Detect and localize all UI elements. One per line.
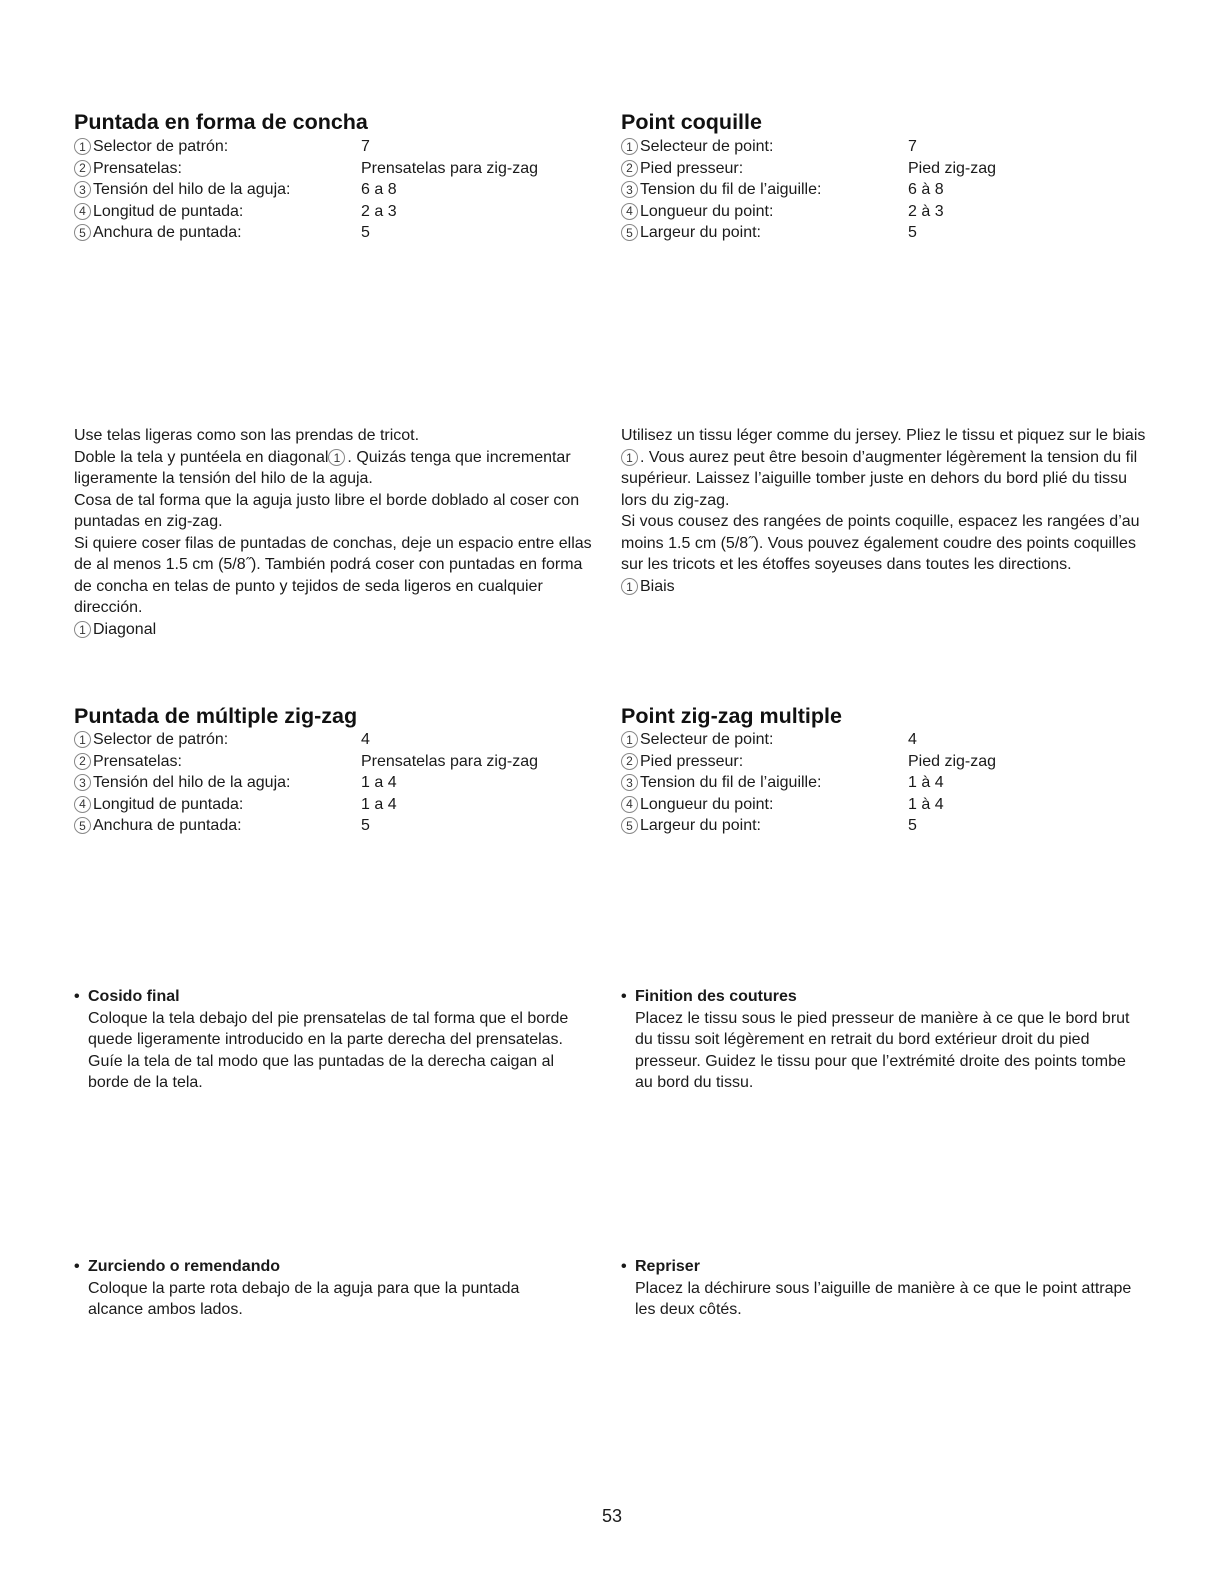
- setting-label: Longitud de puntada:: [93, 202, 244, 220]
- section-title-shell-fr: Point coquille: [621, 110, 762, 134]
- setting-label: Longueur du point:: [640, 795, 774, 813]
- setting-row: [74, 179, 538, 201]
- circled-number: 5: [74, 224, 91, 241]
- body-text-shell-fr: [621, 425, 1149, 597]
- circled-number: 1: [621, 578, 638, 595]
- circled-number: 2: [621, 160, 638, 177]
- circled-number: 3: [74, 774, 91, 791]
- circled-number: 1: [621, 731, 638, 748]
- section-title-multi-fr: Point zig-zag multiple: [621, 704, 842, 728]
- circled-number: 2: [74, 753, 91, 770]
- circled-number: 1: [74, 621, 91, 638]
- bullet-repriser: [621, 1256, 1136, 1321]
- circled-number: 4: [621, 203, 638, 220]
- settings-list-multi-fr: [621, 729, 996, 837]
- bullet-cosido-final: [74, 986, 574, 1094]
- bullet-title: Finition des coutures: [635, 988, 797, 1005]
- paragraph: Cosa de tal forma que la aguja justo libre el borde doblado al coser con puntadas en zig-zag.: [74, 491, 580, 530]
- setting-row: [621, 751, 996, 773]
- setting-value: 1 à 4: [908, 774, 944, 791]
- bullet-text: Placez la déchirure sous l’aiguille de manière à ce que le point attrape les deux côtés.: [635, 1279, 1132, 1318]
- setting-label: Prensatelas:: [93, 159, 182, 177]
- setting-row: [621, 136, 996, 158]
- circled-number: 3: [621, 774, 638, 791]
- setting-label: Selecteur de point:: [640, 731, 774, 748]
- circled-number: 5: [621, 224, 638, 241]
- bullet-text: Coloque la parte rota debajo de la aguja para que la puntada alcance ambos lados.: [88, 1279, 520, 1318]
- setting-row: [74, 751, 538, 773]
- circled-number: 3: [621, 181, 638, 198]
- setting-value: 6 à 8: [908, 181, 944, 198]
- setting-row: [621, 201, 996, 223]
- section-title-multi-es: Puntada de múltiple zig-zag: [74, 704, 358, 728]
- setting-row: [621, 772, 996, 794]
- paragraph: Si quiere coser filas de puntadas de conchas, deje un espacio entre ellas de al menos 1.5 cm (5/8˝). También podrá coser con puntadas en forma de concha en telas de punto y tejidos de seda ligeros en cualquier dirección.: [74, 534, 592, 616]
- setting-value: Prensatelas para zig-zag: [361, 159, 538, 177]
- setting-row: [74, 222, 538, 244]
- setting-row: [621, 729, 996, 751]
- setting-label: Tensión del hilo de la aguja:: [93, 181, 291, 198]
- setting-value: 2 a 3: [361, 202, 397, 220]
- body-text-shell-es: [74, 425, 599, 640]
- paragraph: Utilisez un tissu léger comme du jersey. Pliez le tissu et piquez sur le biais 1 . Vous aurez peut être besoin d’augmenter légèrement la tension du fil supérieur. Laissez l’aiguille tomber juste en dehors du bord plié du tissu lors du zig-zag.: [621, 427, 1146, 509]
- setting-row: [621, 179, 996, 201]
- setting-row: [621, 158, 996, 180]
- setting-label: Tensión del hilo de la aguja:: [93, 774, 291, 791]
- setting-label: Anchura de puntada:: [93, 224, 242, 241]
- setting-value: Prensatelas para zig-zag: [361, 752, 538, 770]
- circled-number: 4: [621, 796, 638, 813]
- circled-number: 1: [74, 138, 91, 155]
- setting-value: 1 a 4: [361, 774, 397, 791]
- setting-value: Pied zig-zag: [908, 752, 997, 770]
- column-spanish: [74, 0, 614, 1584]
- setting-row: [74, 201, 538, 223]
- circled-number: 4: [74, 203, 91, 220]
- setting-label: Longitud de puntada:: [93, 795, 244, 813]
- setting-label: Prensatelas:: [93, 752, 182, 770]
- bullet-title: Repriser: [635, 1258, 700, 1275]
- setting-value: 4: [908, 731, 917, 748]
- bullet-title: Zurciendo o remendando: [88, 1258, 281, 1275]
- setting-row: [74, 158, 538, 180]
- bullet-title: Cosido final: [88, 988, 180, 1005]
- setting-label: Pied presseur:: [640, 159, 744, 177]
- paragraph: Si vous cousez des rangées de points coquille, espacez les rangées d’au moins 1.5 cm (5/8˝). Vous pouvez également coudre des points coquilles sur les tricots et les étoffes soyeuses dans toutes les directions.: [621, 513, 1140, 573]
- setting-value: 2 à 3: [908, 202, 944, 220]
- settings-list-multi-es: [74, 729, 538, 837]
- setting-value: 5: [361, 817, 370, 834]
- circled-number: 1: [621, 138, 638, 155]
- page-number: 53: [601, 1506, 623, 1526]
- circled-number: 5: [621, 817, 638, 834]
- setting-label: Tension du fil de l’aiguille:: [640, 181, 822, 198]
- setting-label: Anchura de puntada:: [93, 817, 242, 834]
- setting-label: Selecteur de point:: [640, 138, 774, 155]
- circled-number: 4: [74, 796, 91, 813]
- bullet-dot: •: [621, 988, 627, 1005]
- setting-value: 5: [361, 224, 370, 241]
- column-french: [621, 0, 1161, 1584]
- settings-list-shell-es: [74, 136, 538, 244]
- circled-number: 1: [621, 449, 638, 466]
- setting-value: 5: [908, 817, 917, 834]
- setting-row: [74, 729, 538, 751]
- setting-label: Longueur du point:: [640, 202, 774, 220]
- setting-value: 4: [361, 731, 370, 748]
- setting-label: Pied presseur:: [640, 752, 744, 770]
- section-title-shell-es: Puntada en forma de concha: [74, 110, 368, 134]
- setting-row: [621, 222, 996, 244]
- setting-row: [74, 794, 538, 816]
- setting-row: [74, 136, 538, 158]
- legend: 1 Diagonal: [74, 619, 599, 641]
- bullet-finition: [621, 986, 1136, 1094]
- setting-value: 6 a 8: [361, 181, 397, 198]
- circled-number: 5: [74, 817, 91, 834]
- bullet-dot: •: [74, 1258, 80, 1275]
- circled-number: 1: [328, 449, 345, 466]
- setting-value: 1 a 4: [361, 795, 397, 813]
- paragraph: Use telas ligeras como son las prendas de tricot.: [74, 427, 420, 444]
- setting-row: [621, 794, 996, 816]
- bullet-text: Coloque la tela debajo del pie prensatelas de tal forma que el borde quede ligeramente introducido en la parte derecha del prensatelas. Guíe la tela de tal modo que las puntadas de la derecha caigan al borde de la tela.: [88, 1009, 569, 1091]
- setting-row: [621, 815, 996, 837]
- legend: 1 Biais: [621, 576, 1149, 598]
- setting-label: Largeur du point:: [640, 817, 761, 834]
- setting-value: 1 à 4: [908, 795, 944, 813]
- bullet-dot: •: [74, 988, 80, 1005]
- bullet-zurciendo: [74, 1256, 574, 1321]
- setting-value: 7: [361, 138, 370, 155]
- setting-label: Tension du fil de l’aiguille:: [640, 774, 822, 791]
- setting-value: 5: [908, 224, 917, 241]
- bullet-text: Placez le tissu sous le pied presseur de manière à ce que le bord brut du tissu soit légèrement en retrait du bord extérieur droit du pied presseur. Guidez le tissu pour que l’extrémité droite des points tombe au bord du tissu.: [635, 1009, 1130, 1091]
- bullet-dot: •: [621, 1258, 627, 1275]
- circled-number: 3: [74, 181, 91, 198]
- setting-label: Selector de patrón:: [93, 731, 229, 748]
- setting-value: 7: [908, 138, 917, 155]
- setting-label: Largeur du point:: [640, 224, 761, 241]
- circled-number: 1: [74, 731, 91, 748]
- setting-value: Pied zig-zag: [908, 159, 997, 177]
- setting-row: [74, 815, 538, 837]
- setting-row: [74, 772, 538, 794]
- setting-label: Selector de patrón:: [93, 138, 229, 155]
- paragraph: Doble la tela y puntéela en diagonal 1 . Quizás tenga que incrementar ligeramente la tensión del hilo de la aguja.: [74, 448, 571, 487]
- settings-list-shell-fr: [621, 136, 996, 244]
- circled-number: 2: [74, 160, 91, 177]
- circled-number: 2: [621, 753, 638, 770]
